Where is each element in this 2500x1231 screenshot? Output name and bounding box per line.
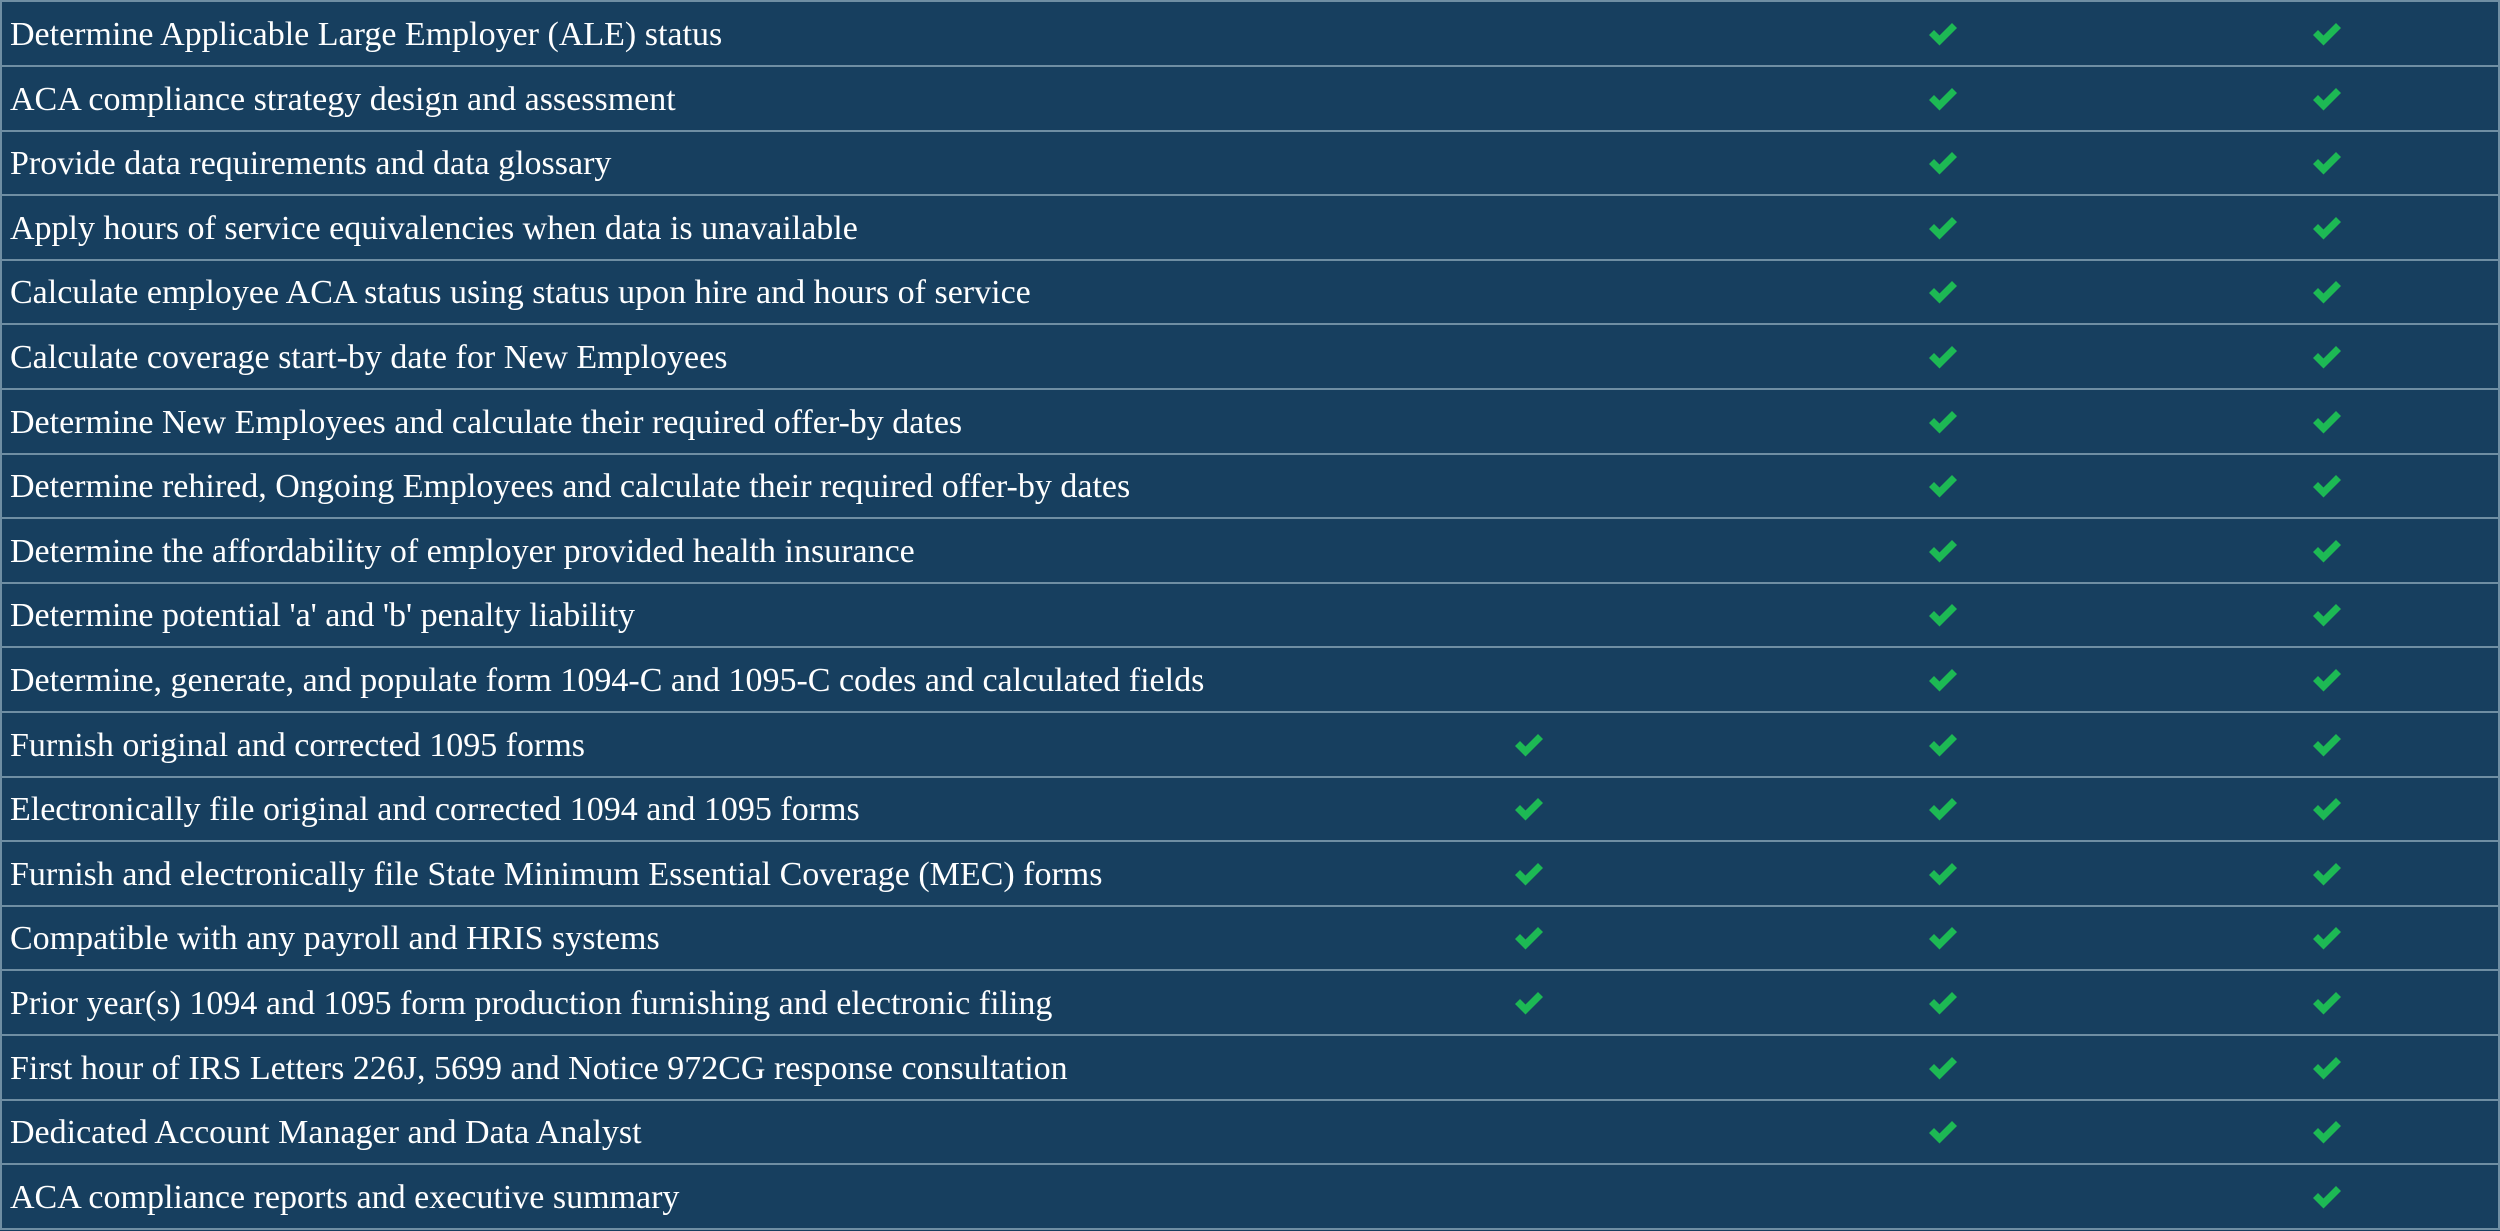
check-icon bbox=[1513, 794, 1545, 824]
feature-label: Electronically file original and corrected 1094 and 1095 forms bbox=[10, 791, 860, 828]
check-icon bbox=[1513, 923, 1545, 953]
table-row bbox=[2, 1165, 2498, 1228]
table-row bbox=[2, 1036, 2498, 1101]
check-icon bbox=[1927, 730, 1959, 760]
feature-label: ACA compliance strategy design and assessment bbox=[10, 81, 676, 118]
table-row bbox=[2, 67, 2498, 132]
feature-label: Compatible with any payroll and HRIS systems bbox=[10, 920, 660, 957]
feature-label: Furnish original and corrected 1095 forms bbox=[10, 727, 586, 764]
table-row bbox=[2, 454, 2498, 519]
table-row bbox=[2, 260, 2498, 325]
check-icon bbox=[2311, 1182, 2343, 1212]
table-row bbox=[2, 131, 2498, 196]
feature-label: Determine the affordability of employer provided health insurance bbox=[10, 533, 915, 570]
feature-label: Calculate coverage start-by date for New Employees bbox=[10, 339, 728, 376]
check-icon bbox=[2311, 600, 2343, 630]
check-icon bbox=[2311, 19, 2343, 49]
check-icon bbox=[1513, 730, 1545, 760]
table-row bbox=[2, 325, 2498, 390]
check-icon bbox=[1927, 19, 1959, 49]
feature-label: Determine potential 'a' and 'b' penalty liability bbox=[10, 597, 635, 634]
check-icon bbox=[1927, 923, 1959, 953]
feature-label: Determine Applicable Large Employer (ALE) status bbox=[10, 16, 723, 53]
check-icon bbox=[2311, 859, 2343, 889]
check-icon bbox=[2311, 84, 2343, 114]
table-row bbox=[2, 842, 2498, 907]
check-icon bbox=[1927, 471, 1959, 501]
check-icon bbox=[1927, 84, 1959, 114]
table-row bbox=[2, 713, 2498, 778]
feature-label: Dedicated Account Manager and Data Analyst bbox=[10, 1114, 642, 1151]
check-icon bbox=[1927, 600, 1959, 630]
table-row bbox=[2, 648, 2498, 713]
table-row bbox=[2, 777, 2498, 842]
table-row bbox=[2, 390, 2498, 455]
check-icon bbox=[2311, 277, 2343, 307]
check-icon bbox=[2311, 407, 2343, 437]
feature-label: Provide data requirements and data glossary bbox=[10, 145, 612, 182]
table-row bbox=[2, 906, 2498, 971]
check-icon bbox=[1513, 859, 1545, 889]
check-icon bbox=[1927, 536, 1959, 566]
check-icon bbox=[2311, 794, 2343, 824]
check-icon bbox=[2311, 213, 2343, 243]
check-icon bbox=[1927, 665, 1959, 695]
check-icon bbox=[2311, 665, 2343, 695]
feature-label: First hour of IRS Letters 226J, 5699 and Notice 972CG response consultation bbox=[10, 1050, 1068, 1087]
feature-label: Prior year(s) 1094 and 1095 form production furnishing and electronic filing bbox=[10, 985, 1053, 1022]
check-icon bbox=[1927, 213, 1959, 243]
check-icon bbox=[1927, 407, 1959, 437]
check-icon bbox=[1927, 988, 1959, 1018]
check-icon bbox=[2311, 923, 2343, 953]
table-row bbox=[2, 519, 2498, 584]
feature-label: Calculate employee ACA status using status upon hire and hours of service bbox=[10, 274, 1031, 311]
feature-label: Apply hours of service equivalencies when data is unavailable bbox=[10, 210, 858, 247]
feature-label: ACA compliance reports and executive summary bbox=[10, 1179, 680, 1216]
check-icon bbox=[1927, 148, 1959, 178]
check-icon bbox=[2311, 471, 2343, 501]
check-icon bbox=[1927, 342, 1959, 372]
feature-label: Determine rehired, Ongoing Employees and calculate their required offer-by dates bbox=[10, 468, 1131, 505]
check-icon bbox=[1927, 277, 1959, 307]
feature-label: Furnish and electronically file State Minimum Essential Coverage (MEC) forms bbox=[10, 856, 1103, 893]
feature-label: Determine New Employees and calculate their required offer-by dates bbox=[10, 404, 963, 441]
table-row bbox=[2, 196, 2498, 261]
check-icon bbox=[2311, 988, 2343, 1018]
check-icon bbox=[1927, 859, 1959, 889]
check-icon bbox=[2311, 536, 2343, 566]
check-icon bbox=[1927, 1053, 1959, 1083]
table-row bbox=[2, 971, 2498, 1036]
check-icon bbox=[2311, 1117, 2343, 1147]
feature-label: Determine, generate, and populate form 1094-C and 1095-C codes and calculated fields bbox=[10, 662, 1205, 699]
table-row bbox=[2, 583, 2498, 648]
check-icon bbox=[2311, 1053, 2343, 1083]
check-icon bbox=[2311, 148, 2343, 178]
check-icon bbox=[1927, 1117, 1959, 1147]
table-row bbox=[2, 1100, 2498, 1165]
check-icon bbox=[1927, 794, 1959, 824]
check-icon bbox=[2311, 342, 2343, 372]
table-row bbox=[2, 2, 2498, 67]
check-icon bbox=[2311, 730, 2343, 760]
check-icon bbox=[1513, 988, 1545, 1018]
